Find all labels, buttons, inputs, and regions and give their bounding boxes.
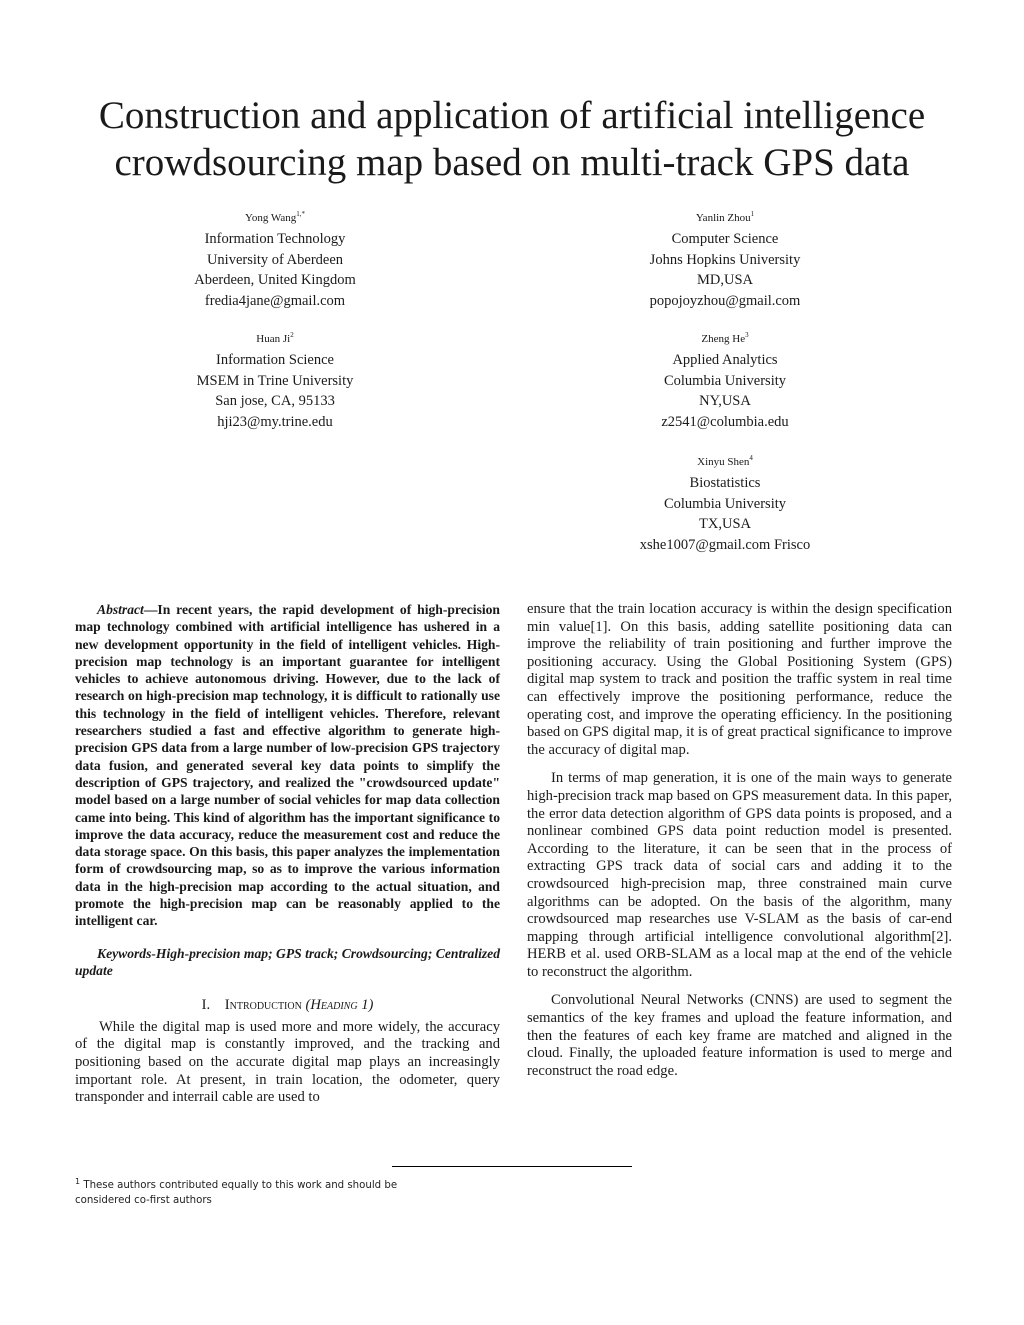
author-block-2 bbox=[575, 208, 875, 312]
paragraph-2: In terms of map generation, it is one of the main ways to generate high-precision track map based on GPS measurement data. In this paper, the error data detection algorithm of GPS data points is proposed, and a nonlinear combined GPS data point reduction model is presented. According to the literature, it can be seen that in the process of extracting GPS track data of social cars and adding it to the crowdsourced high-precision map, three constrained main curve algorithms can be adopted. On the basis of the algorithm, many crowdsourced map researches use V-SLAM as the basis of car-end mapping through artificial intelligence convolutional algorithm[2]. HERB et al. used ORB-SLAM as a local map at the end of the vehicle to reconstruct the algorithm. bbox=[527, 770, 952, 980]
footnote-mark: 1 bbox=[75, 1177, 81, 1186]
abstract-label: Abstract bbox=[97, 602, 144, 617]
author-org: MSEM in Trine University bbox=[196, 372, 354, 389]
abstract-text: In recent years, the rapid development of high-precision map technology combined with artificial intelligence has ushered in a new development opportunity in the field of intelligent vehicles. High-precision map technology is an important guarantee for intelligent vehicles to achieve autonomous driving. However, due to the lack of research on high-precision map technology, it is difficult to rationally use this technology in the field of intelligent vehicles. Therefore, relevant researchers studied a fast and effective algorithm to generate high-precision GPS data from a large number of low-precision GPS trajectory data fusion, and generated several key data points to simplify the description of GPS trajectory, and realized the "crowdsourced update" model based on a large number of social vehicles for map data collection came into being. This kind of algorithm has the important significance to improve the data accuracy, reduce the measurement cost and reduce the data storage space. On this basis, this paper analyzes the implementation form of crowdsourcing map, so as to improve the various information data in the high-precision map according to the actual situation, and promote the high-precision map can be reasonably applied to the intelligent car. bbox=[75, 602, 500, 929]
author-name: Yong Wang$^{1,*}$ bbox=[244, 210, 306, 224]
section-heading: I. Introduction (Heading 1) bbox=[201, 997, 374, 1014]
footnote-text: These authors contributed equally to this work and should be considered co-first authors bbox=[75, 1180, 398, 1206]
author-name: Huan Ji$^2$ bbox=[256, 331, 294, 345]
keywords: Keywords-High-precision map; GPS track; Crowdsourcing; Centralized update bbox=[75, 945, 500, 978]
author-email: popojoyzhou@gmail.com bbox=[649, 293, 801, 310]
author-dept: Information Science bbox=[216, 351, 334, 368]
author-block-1 bbox=[125, 208, 425, 312]
author-name: Zheng He$^3$ bbox=[701, 331, 749, 345]
intro-paragraph: While the digital map is used more and more widely, the accuracy of the digital map is constantly improved, and the tracking and positioning based on the accurate digital map plays an increasingly important role. At present, in train location, the odometer, query transponder and interrail cable are used to bbox=[75, 1018, 500, 1106]
paper-title bbox=[40, 92, 984, 186]
author-email: hji23@my.trine.edu bbox=[217, 414, 333, 431]
author-block-4 bbox=[575, 329, 875, 433]
author-dept: Computer Science bbox=[671, 230, 779, 247]
author-org: Columbia University bbox=[663, 495, 787, 512]
author-location: TX,USA bbox=[699, 516, 751, 533]
title-line-2: crowdsourcing map based on multi-track GPS data bbox=[114, 141, 910, 184]
author-dept: Information Technology bbox=[204, 230, 346, 247]
author-org: University of Aberdeen bbox=[206, 251, 344, 268]
author-org: Johns Hopkins University bbox=[649, 251, 801, 268]
title-line-1: Construction and application of artificial intelligence bbox=[98, 94, 926, 137]
footnote bbox=[75, 1178, 435, 1208]
abstract: Abstract—In recent years, the rapid development of high-precision map technology combined with artificial intelligence has ushered in a new development opportunity in the field of intelligent vehicles. High-precision map technology is an important guarantee for intelligent vehicles to achieve autonomous driving. However, due to the lack of research on high-precision map technology, it is difficult to rationally use this technology in the field of intelligent vehicles. Therefore, relevant researchers studied a fast and effective algorithm to generate high-precision GPS data from a large number of low-precision GPS trajectory data fusion, and generated several key data points to simplify the description of GPS trajectory, and realized the "crowdsourced update" model based on a large number of social vehicles for map data collection came into being. This kind of algorithm has the important significance to improve the data accuracy, reduce the measurement cost and reduce the data storage space. On this basis, this paper analyzes the implementation form of crowdsourcing map, so as to improve the various information data in the high-precision map according to the actual situation, and promote the high-precision map can be reasonably applied to the intelligent car. bbox=[75, 602, 500, 929]
paragraph-1: ensure that the train location accuracy is within the design specification min value[1]. On this basis, adding satellite positioning data can improve the reliability of train positioning and further improve the positioning accuracy. Using the Global Positioning System (GPS) digital map system to track and position the traffic system in real time can effectively improve the positioning performance, reduce the operating cost, and improve the operating efficiency. In the positioning based on GPS digital map, it is of great practical significance to improve the accuracy of digital map. bbox=[527, 601, 952, 758]
author-location: MD,USA bbox=[697, 272, 753, 289]
author-name: Yanlin Zhou$^1$ bbox=[695, 210, 755, 224]
right-column bbox=[527, 601, 952, 1080]
left-column bbox=[75, 601, 500, 1107]
author-name: Xinyu Shen$^4$ bbox=[697, 454, 753, 468]
author-block-5 bbox=[575, 452, 875, 556]
author-email: fredia4jane@gmail.com bbox=[204, 293, 346, 310]
author-email: z2541@columbia.edu bbox=[661, 414, 789, 431]
author-block-3 bbox=[125, 329, 425, 433]
author-dept: Biostatistics bbox=[689, 474, 761, 491]
paragraph-3: Convolutional Neural Networks (CNNS) are used to segment the semantics of the key frames and upload the feature information, and then the features of each key frame are matched and aligned in the cloud. Finally, the uploaded feature information is used to merge and reconstruct the road edge. bbox=[527, 992, 952, 1079]
author-location: San jose, CA, 95133 bbox=[215, 393, 335, 410]
author-location: NY,USA bbox=[699, 393, 751, 410]
author-org: Columbia University bbox=[663, 372, 787, 389]
author-dept: Applied Analytics bbox=[672, 351, 778, 368]
author-email: xshe1007@gmail.com Frisco bbox=[639, 537, 811, 554]
footnote-rule bbox=[392, 1166, 632, 1167]
author-location: Aberdeen, United Kingdom bbox=[194, 272, 356, 289]
